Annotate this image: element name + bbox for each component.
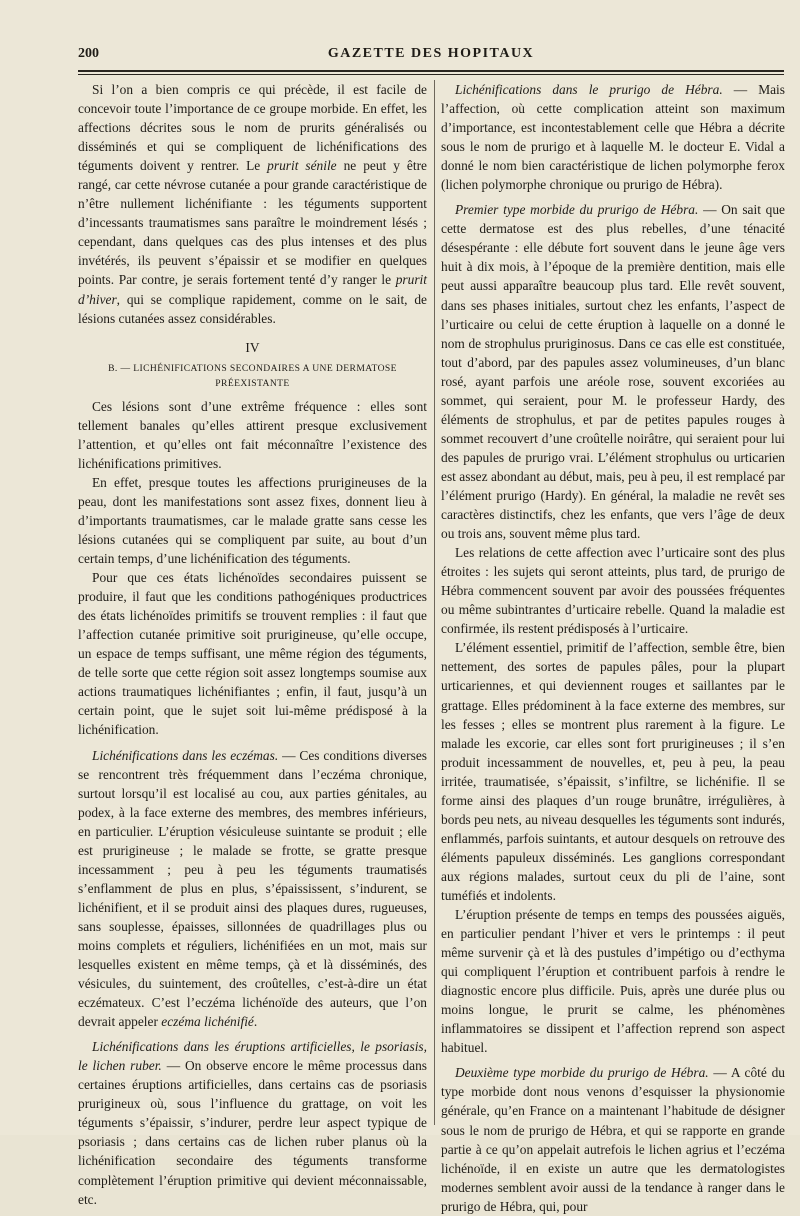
header-rule-thick (78, 70, 784, 72)
text-span: — On sait que cette dermatose est des plus rebelles, d’une ténacité désespérante : elle débute fort souvent dans le jeune âge vers huit à dix mois, à l’époque de la première dentition, mais elle peut aussi apparaître beaucoup plus tard. Elle revêt souvent, dans ses phases initiales, surtout chez les enfants, l’aspect de l’urticaire ou celui de cette éruption à laquelle on a donné le nom de strophulus pruriginosus. Dans ce cas elle est constituée, tout d’abord, par des papules assez volumineuses, d’un blanc rosé, ayant parfois une aréole rose, souvent excoriées au sommet, qui seraient, pour M. le professeur Hardy, des éléments de strophulus, et par de petites papules rouges à sommet recouvert d’une croûtelle noirâtre, qui seraient pour lui des papules de prurigo vrai. L’élément strophulus ou urticarien est assez abondant au début, mais, peu à peu, il est remplacé par l’élément prurigo (Hardy). En général, la maladie ne revêt ses caractères distinctifs, chez les enfants, que vers l’âge de deux ou trois ans, souvent même plus tard. (441, 202, 786, 542)
text-span: — On observe encore le même processus dans certaines éruptions artificielles, dans certains cas de psoriasis prurigineux où, sous l’influence du grattage, on voit les téguments s’épaissir, s’indurer, perdre leur aspect typique de psoriasis ; dans certains cas de lichen ruber planus où la lichénification secondaire des téguments transforme complètement l’éruption primitive qui devient méconnaissable, etc. (78, 1058, 427, 1207)
right-paragraph-eruption: L’éruption présente de temps en temps des poussées aiguës, en particulier pendant l’hiver et vers le printemps : il peut même survenir çà et là des pustules d’impétigo ou d’ecthyma qui compliquent l’éruption et contribuent parfois à rendre le diagnostic encore plus difficile. Puis, après une durée plus ou moins longue, le prurit se calme, les phénomènes inflammatoires se dissipent et l’affection reprend son aspect habituel. (441, 907, 785, 1056)
italic-term: eczéma lichénifié (161, 1014, 254, 1030)
italic-lead: Lichénifications dans les éruptions artificielles, le psoriasis, le lichen ruber. (78, 1039, 427, 1074)
section-title: B. — LICHÉNIFICATIONS SECONDAIRES A UNE DERMATOSE PRÉEXISTANTE (108, 362, 397, 389)
text-span: — A côté du type morbide dont nous venons d’esquisser la physionomie générale, qu’en France on a maintenant l’habitude de désigner sous le nom de prurigo de Hébra, et qui se rapporte en grande partie à ce qu’on appelait autrefois le lichen agrius et l’eczéma lichénoïde, il en existe un autre que les dermatologistes modernes semblent avoir aussi de la tendance à ranger dans le prurigo de Hébra, qui, pour (441, 1065, 785, 1214)
text-span: Si l’on a bien compris ce qui précède, il est facile de concevoir toute l’importance de ce groupe morbide. En effet, les affections décrites sous le nom de prurits généralisés ou disséminés et qui se compliquent de lichénifications des téguments doivent y rentrer. Le (78, 82, 427, 174)
italic-lead: Lichénifications dans les eczémas. (92, 747, 279, 763)
left-paragraph-1 (78, 80, 427, 328)
header-rule-thin (78, 74, 784, 75)
text-span: , qui se complique rapidement, comme on le sait, de lésions cutanées assez considérables. (78, 291, 427, 326)
text-span: — Ces conditions diverses se rencontrent très fréquemment dans l’eczéma chronique, surtout lorsqu’il est localisé au cou, aux parties génitales, au podex, à la face externe des membres, des membres inférieurs, en particulier. L’éruption vésiculeuse suintante se produit ; elle est prurigineuse ; le malade se frotte, se gratte presque incessamment ; peu à peu les téguments traumatisés s’enflamment de plus en plus, s’épaississent, s’indurent, se lichénifient, et il se produit ainsi des plaques dures, rugueuses, sans souplesse, épaisses, sillonnées de quadrillages plus ou moins complets et réguliers, lichénifiées en un mot, mais sur lesquelles existent en même temps, çà et là disséminés, des vésicules, du suintement, des croûtelles, c’est-à-dire un état eczémateux. C’est l’eczéma lichénoïde des auteurs, que l’on devrait appeler (78, 747, 428, 1030)
text-span: — Mais l’affection, où cette complication atteint son maximum d’importance, est incontestablement celle que Hébra a décrite sous le nom de prurigo et à laquelle M. le docteur E. Vidal a donné le nom bien caractéristique de lichen polymorphe ferox (lichen polymorphe chronique ou prurigo de Hébra). (441, 82, 785, 193)
left-paragraph-eczemas (78, 746, 427, 1032)
italic-term: prurit sénile (267, 158, 337, 174)
right-paragraph-relations: Les relations de cette affection avec l’urticaire sont des plus étroites : les sujets qui seront atteints, plus tard, de prurigo de Hébra commencent souvent par avoir des poussées fréquentes ou même subintrantes d’urticaire rebelle. Quand la maladie est confirmée, ils restent prédisposés à l’urticaire. (441, 545, 785, 637)
left-paragraph-2: Ces lésions sont d’une extrême fréquence : elles sont tellement banales qu’elles attirent presque exclusivement l’attention, et qu’elles ont fait méconnaître l’existence des lichénifications primitives. (78, 398, 427, 471)
text-span: ne peut y être rangé, car cette névrose cutanée a pour grande caractéristique de n’être nullement lichénifiante : les téguments supportent d’incessants traumatismes sans paraître le moindrement lésés ; cependant, dans quelques cas des plus intenses et des plus invétérés, ils peuvent s’épaissir et se modifier en quelques points. Par contre, je serais fortement tenté d’y ranger le (78, 158, 427, 288)
italic-lead: Deuxième type morbide du prurigo de Hébra. (455, 1065, 709, 1081)
left-paragraph-eruptions (78, 1037, 427, 1208)
text-span: . (253, 1014, 258, 1030)
right-column (441, 80, 785, 1216)
right-paragraph-second-type (441, 1063, 785, 1215)
italic-term: prurit d’hiver (78, 272, 427, 307)
right-paragraph-first-type (441, 200, 785, 543)
left-paragraph-3: En effet, presque toutes les affections prurigineuses de la peau, dont les manifestations sont assez fixes, donnent lieu à d’importants traumatismes, car le malade gratte sans cesse les lésions cutanées qui se compliquent par suite, au bout d’un certain temps, d’une lichénification des téguments. (78, 474, 427, 567)
left-column (78, 80, 427, 1209)
page-number: 200 (78, 46, 99, 61)
section-number: IV (245, 339, 260, 355)
column-separator (434, 80, 435, 1125)
right-paragraph-element: L’élément essentiel, primitif de l’affection, semble être, bien nettement, des sortes de papules pâles, pour la plupart urticariennes, et qui deviennent rouges et saillantes par le grattage. Elles prédominent à la face externe des membres, sur les fesses ; elles se montrent plus rarement à la figure. Le malade les excorie, car elles sont fort prurigineuses ; il s’en produit incessamment de nouvelles, et, peu à peu, la peau irritée, traumatisée, s’épaissit, s’infiltre, se lichénifie. Il se forme ainsi des plaques d’un rouge brunâtre, irrégulières, à bords peu nets, au niveau desquelles les téguments sont indurés, enflammés, parfois suintants, et autour desquels on retrouve des éléments papuleux disséminés. Les ganglions correspondant aux régions malades, surtout ceux du pli de l’aine, sont tuméfiés et indolents. (441, 640, 785, 903)
italic-lead: Premier type morbide du prurigo de Hébra. (455, 202, 699, 218)
running-title: GAZETTE DES HOPITAUX (327, 46, 535, 61)
left-paragraph-4: Pour que ces états lichénoïdes secondaires puissent se produire, il faut que les conditions pathogéniques productrices des états lichénoïdes primitifs se trouvent remplies : il faut que l’affection cutanée primitive soit prurigineuse, qu’elle occupe, un espace de temps suffisant, une même région des téguments, de telle sorte que cette région soit assez longtemps soumise aux actions traumatiques lichénifiantes ; enfin, il faut, jusqu’à un certain point, que le sujet soit lui-même prédisposé à la lichénification. (78, 570, 427, 738)
italic-lead: Lichénifications dans le prurigo de Hébra. (455, 82, 723, 97)
page-header (78, 44, 784, 66)
right-paragraph-hebra (441, 80, 785, 194)
